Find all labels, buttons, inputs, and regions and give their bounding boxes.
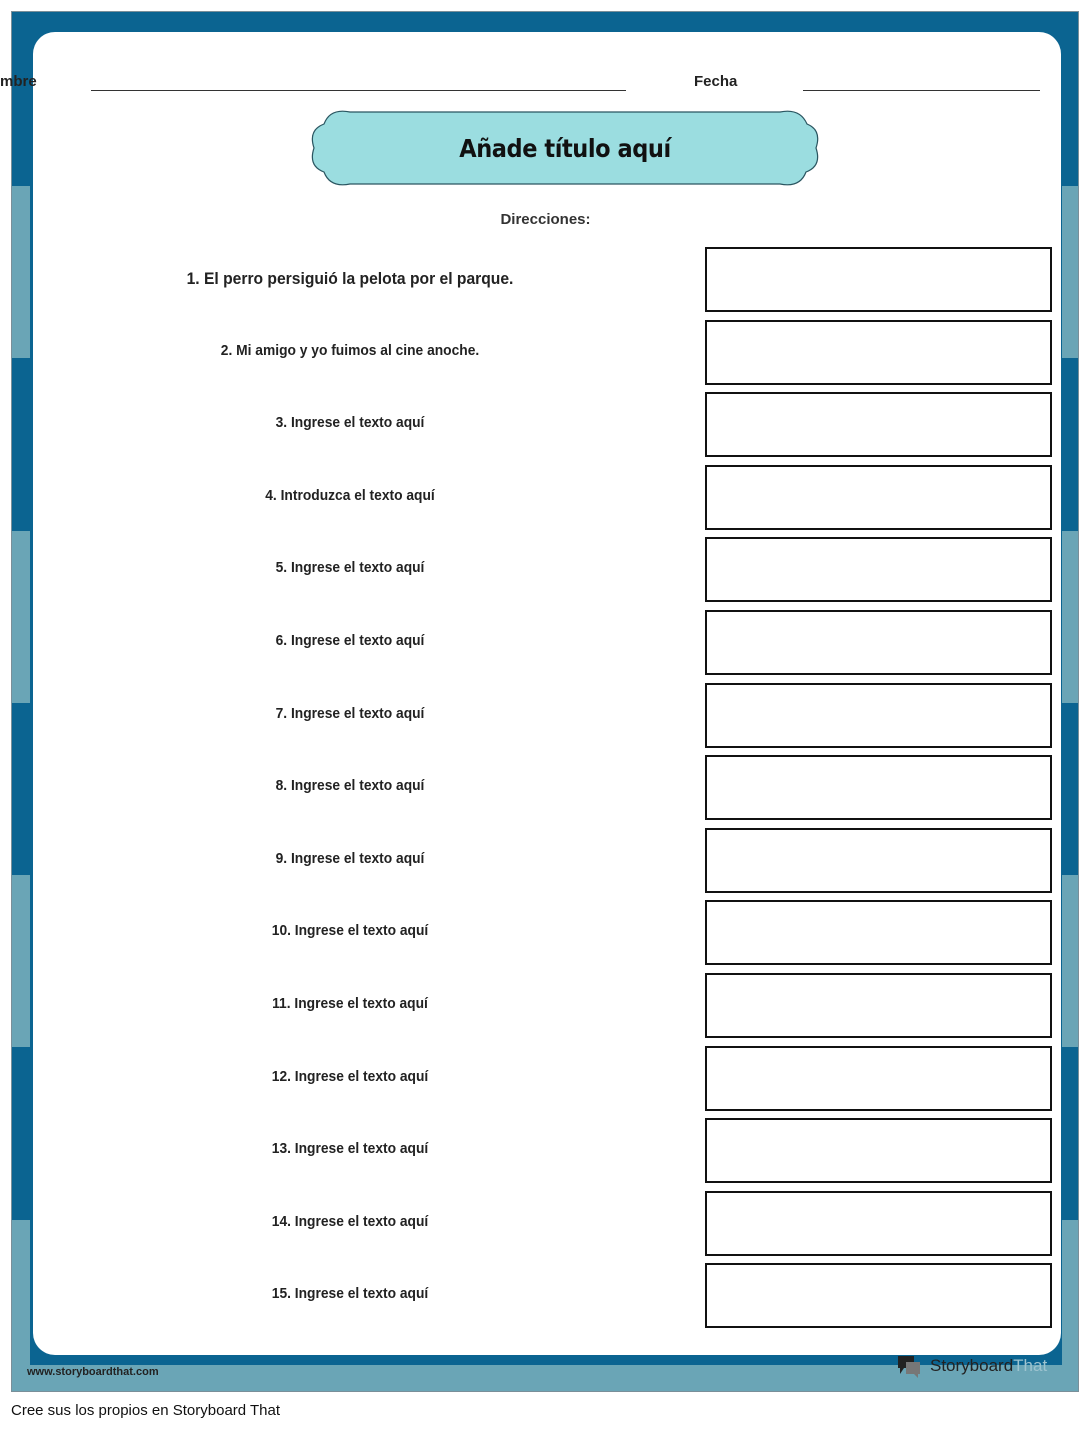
worksheet-title[interactable]: Añade título aquí [459, 133, 671, 163]
item-text[interactable]: 10. Ingrese el texto aquí [271, 922, 429, 940]
frame-stripe-left-2 [12, 531, 30, 703]
frame-stripe-right-2 [1062, 531, 1079, 703]
answer-box[interactable] [705, 465, 1052, 530]
page-caption: Cree sus los propios en Storyboard That [11, 1402, 281, 1419]
answer-box[interactable] [705, 683, 1052, 748]
answer-box[interactable] [705, 1263, 1052, 1328]
frame-stripe-right-3 [1062, 875, 1079, 1047]
answer-box[interactable] [705, 828, 1052, 893]
item-text[interactable]: 3. Ingrese el texto aquí [275, 414, 425, 432]
answer-box[interactable] [705, 1046, 1052, 1111]
answer-box[interactable] [705, 392, 1052, 457]
answer-box[interactable] [705, 1191, 1052, 1256]
item-text[interactable]: 15. Ingrese el texto aquí [271, 1285, 429, 1303]
item-text[interactable]: 1. El perro persiguió la pelota por el parque. [186, 269, 514, 288]
directions-label: Direcciones: [500, 211, 591, 228]
answer-box[interactable] [705, 973, 1052, 1038]
answer-box[interactable] [705, 1118, 1052, 1183]
name-label: mbre [0, 73, 37, 90]
item-text[interactable]: 4. Introduzca el texto aquí [265, 486, 435, 504]
item-text[interactable]: 2. Mi amigo y yo fuimos al cine anoche. [220, 341, 480, 359]
item-text[interactable]: 11. Ingrese el texto aquí [272, 995, 428, 1012]
item-text[interactable]: 5. Ingrese el texto aquí [275, 559, 425, 577]
date-label: Fecha [694, 73, 738, 90]
answer-box[interactable] [705, 537, 1052, 602]
logo-text: Storyboard [930, 1356, 1014, 1375]
speech-bubble-icon [896, 1354, 922, 1378]
frame-stripe-left-4 [12, 1220, 30, 1365]
answer-box[interactable] [705, 610, 1052, 675]
item-text[interactable]: 14. Ingrese el texto aquí [271, 1212, 429, 1230]
item-text[interactable]: 6. Ingrese el texto aquí [275, 632, 425, 649]
item-text[interactable]: 13. Ingrese el texto aquí [271, 1140, 429, 1158]
footer-url: www.storyboardthat.com [27, 1366, 159, 1378]
storyboardthat-logo [896, 1354, 1047, 1378]
answer-box[interactable] [705, 900, 1052, 965]
date-line[interactable] [803, 90, 1040, 91]
item-text[interactable]: 9. Ingrese el texto aquí [275, 849, 425, 867]
answer-box[interactable] [705, 755, 1052, 820]
item-text[interactable]: 12. Ingrese el texto aquí [271, 1067, 429, 1085]
frame-stripe-right-4 [1062, 1220, 1079, 1365]
item-text[interactable]: 7. Ingrese el texto aquí [275, 704, 425, 722]
name-line[interactable] [91, 90, 626, 91]
answer-box[interactable] [705, 320, 1052, 385]
frame-stripe-left-3 [12, 875, 30, 1047]
answer-box[interactable] [705, 247, 1052, 312]
logo-text-faint: That [1013, 1356, 1048, 1375]
item-text[interactable]: 8. Ingrese el texto aquí [275, 777, 425, 795]
